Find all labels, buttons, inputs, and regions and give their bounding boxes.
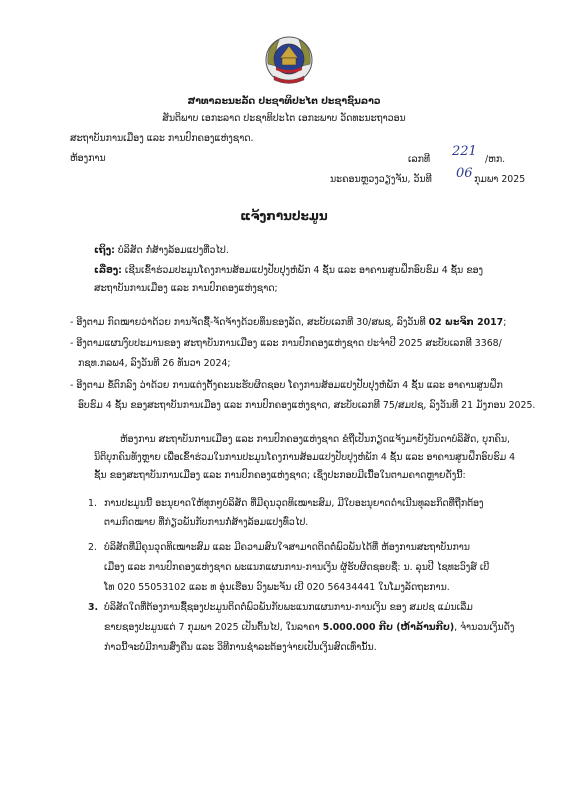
item-3-line-2: ຂາຍຊອງປະມູນແຕ່ 7 ກຸມພາ 2025 ເປັນຕົ້ນໄປ, ໃນລາຄາ 5.000.000 ກີບ (ຫ້າລ້ານກີບ), ຈໍານວນເງິນດັ່ງ [104,622,515,633]
national-motto: ສັນຕິພາບ ເອກະລາດ ປະຊາທິປະໄຕ ເອກະພາບ ວັດທະນະຖາວອນ [162,113,406,124]
document-title: ແຈ້ງການປະມູນ [240,209,328,223]
item-2-line-1: ບໍລິສັດທີ່ມີຄຸນວຸດທິເໝາະສົມ ແລະ ມີຄວາມສົນໃຈສາມາດຕິດຕໍ່ພົວພັນໄດ້ທີ່ ຫ້ອງການສະຖາບັນການ [104,542,470,553]
place-date-prefix: ນະຄອນຫຼວງວຽງຈັນ, ວັນທີ [330,174,432,185]
subject-label: ເລື່ອງ: [94,265,122,276]
document-number-label: ເລກທີ [408,154,431,165]
body-line-3: ຊັ້ນ ຂອງສະຖາບັນການເມືອງ ແລະ ການປົກຄອງແຫ່ງຊາດ; ເຊິ່ງປະກອບມີເນື້ອໃນຕາມຄາດຫຼາຍດັ່ງນີ້: [94,470,466,481]
body-line-1: ຫ້ອງການ ສະຖາບັນການເມືອງ ແລະ ການປົກຄອງແຫ່ງຊາດ ຂໍຖືເປັນກຽດແຈ້ງມາຍັງບັນດາບໍລິສັດ, ບຸກຄົນ, [120,434,510,445]
item-2-line-2: ເມືອງ ແລະ ການປົກຄອງແຫ່ງຊາດ ພະແນກແຜນການ-ການເງິນ ຜູ້ຮັບຜິດຊອບຊື່: ນ. ລຸນປີ ໄຊທະວົງສ໌ ເບີ [104,562,490,573]
republic-name: ສາທາລະນະລັດ ປະຊາທິປະໄຕ ປະຊາຊົນລາວ [187,96,381,107]
lao-national-emblem-icon [262,34,316,86]
item-2-number: 2. [88,542,97,553]
document-number-suffix: /ຫກ. [485,154,506,165]
item-3-line-1: ບໍລິສັດໃດທີ່ຕ້ອງການຊື້ຊອງປະມູນຕິດຕໍ່ພົວພັນກັບພະແນກແຜນການ-ການເງິນ ຂອງ ສມປຊ ແມ່ນເລີ່ມ [104,602,473,613]
reference-1: - ອີງຕາມ ກົດໝາຍວ່າດ້ວຍ ການຈັດຊື້-ຈັດຈ້າງດ້ວຍທຶນຂອງລັດ, ສະບັບເລກທີ 30/ສພຊ, ລົງວັນທີ 02 ພະຈິກ 2017; [70,317,507,328]
body-line-2: ນິຕິບຸກຄົນທັງຫຼາຍ ເພື່ອເຂົ້າຮ່ວມໃນການປະມູນໂຄງການສ້ອມແປງປັບປຸງຫໍພັກ 4 ຊັ້ນ ແລະ ອາຄານສູນຝຶກອົບຮົມ 4 [94,452,516,463]
recipient-label: ເຖິງ: [94,245,115,256]
item-2-line-3: ໂທ 020 55053102 ແລະ ທ ອຸ່ນເຮືອນ ວົງພະຈັນ ເບີ 020 56434441 ໃນໂມງລັດຖະການ. [104,582,450,593]
issuing-office: ຫ້ອງການ [70,153,106,164]
item-1-line-2: ຕາມກົດໝາຍ ທີ່ກ່ຽວພັນກັບການກໍ່ສ້າງລ້ອມແປງທົ່ວໄປ. [104,517,309,528]
item-3-number: 3. [88,602,99,613]
document-number-handwritten: 221 [452,144,477,159]
item-1-line-1: ການປະມູນນີ້ ອະນຸຍາດໃຫ້ທຸກໆບໍລິສັດ ທີ່ມີຄຸນວຸດທິເໝາະສົມ, ມີໃບອະນຸຍາດດໍາເນີນທຸລະກິດທີ່ຖືກຕ້ອງ [104,498,484,509]
item-1-number: 1. [88,498,97,509]
reference-2-line-2: ກຊທ.ກລພ4, ລົງວັນທີ 26 ທັນວາ 2024; [78,358,231,369]
issuing-committee: ສະຖາບັນການເມືອງ ແລະ ການປົກຄອງແຫ່ງຊາດ. [70,133,254,144]
reference-3-line-1: - ອີງຕາມ ຂໍ້ຕົກລົງ ວ່າດ້ວຍ ການແຕ່ງຕັ້ງຄະນະຮັບຜິດຊອບ ໂຄງການສ້ອມແປງປັບປຸງຫໍພັກ 4 ຊັ້ນ ແລະ ອາຄານສູນຝຶກ [70,380,503,391]
reference-2-line-1: - ອີງຕາມແຜນງົບປະມານຂອງ ສະຖາບັນການເມືອງ ແລະ ການປົກຄອງແຫ່ງຊາດ ປະຈໍາປີ 2025 ສະບັບເລກທີ 3368/ [70,338,502,349]
bid-document-price: 5.000.000 ກີບ (ຫ້າລ້ານກີບ) [322,622,455,633]
recipient-text: ບໍລິສັດ ກໍ່ສ້າງລ້ອມແປງທີ່ວໄປ. [117,245,229,256]
item-3-line-3: ກ່າວນີ້ຈະບໍ່ມີການສົ່ງຄືນ ແລະ ວິທີການຊໍາລະຕ້ອງຈ່າຍເປັນເງິນສົດເທົ່ານັ້ນ. [104,642,377,653]
date-day-handwritten: 06 [456,166,473,181]
reference-3-line-2: ອົບຮົມ 4 ຊັ້ນ ຂອງສະຖາບັນການເມືອງ ແລະ ການປົກຄອງແຫ່ງຊາດ, ສະບັບເລກທີ 75/ສມປຊ, ລົງວັນທີ 21 ມັງກອນ 2025. [78,400,536,411]
subject-line-2: ສະຖາບັນການເມືອງ ແລະ ການປົກຄອງແຫ່ງຊາດ; [94,283,278,294]
subject-line-1: ເຊີນເຂົ້າຮ່ວມປະມູນໂຄງການສ້ອມແປງປັບປຸງຫໍພັກ 4 ຊັ້ນ ແລະ ອາຄານສູນຝຶກອົບຮົມ 4 ຊັ້ນ ຂອງ [124,265,484,276]
date-month-year: ກຸມພາ 2025 [474,174,526,185]
